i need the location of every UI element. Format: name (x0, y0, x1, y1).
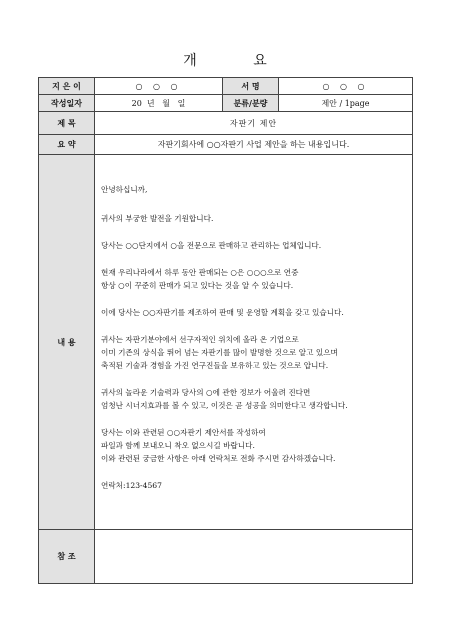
document-title: 개 요 (183, 53, 293, 69)
category-label: 분류/분량 (223, 95, 279, 112)
reference-label: 참 조 (39, 530, 95, 584)
paragraph-recipient: 귀사는 자판기분야에서 선구자적인 위치에 올라 온 기업으로 이미 기존의 상식을 뛰어 넘는 자판기를 많이 발명한 것으로 알고 있으며 축적된 기술과 경험을 가진 연구진들을 보유하고 있는 것으로 압니다. (101, 335, 338, 370)
summary-label: 요 약 (39, 135, 95, 155)
subject-field[interactable]: 자판기 제안 (95, 112, 413, 135)
signature-label: 서 명 (223, 78, 279, 95)
paragraph-wishes: 귀사의 부궁한 발전을 기원합니다. (101, 214, 214, 223)
paragraph-proposal: 당사는 이와 관련된 ○○자판기 제안서를 작성하여 파일과 함께 보내오니 착오 없으시길 바랍니다. 이와 관련된 궁금한 사항은 아래 연락처로 전화 주시면 감사하겠습니다. (101, 428, 336, 463)
subject-label: 제 목 (39, 112, 95, 135)
paragraph-market: 현재 우리나라에서 하루 동안 판매되는 ○은 ○○○으로 연중 항상 ○이 꾸준히 판매가 되고 있다는 것을 알 수 있습니다. (101, 268, 299, 290)
paragraph-contact: 연락처:123-4567 (101, 481, 162, 490)
signature-field[interactable]: ○ ○ ○ (279, 78, 413, 95)
paragraph-company-intro: 당사는 ○○단지에서 ○을 전문으로 판매하고 관리하는 업체입니다. (101, 241, 322, 250)
overview-form (38, 77, 413, 584)
author-field[interactable]: ○ ○ ○ (95, 78, 223, 95)
paragraph-plan: 이에 당사는 ○○자판기를 제조하여 판매 및 운영할 계획을 갖고 있습니다. (101, 308, 344, 317)
category-field[interactable]: 제안 / 1page (279, 95, 413, 112)
date-label: 작성일자 (39, 95, 95, 112)
paragraph-synergy: 귀사의 놀라운 기술력과 당사의 ○에 관한 정보가 어울려 진다면 엄청난 시너지효과를 볼 수 있고, 이것은 곧 성공을 의미한다고 생각합니다. (101, 388, 348, 410)
content-label: 내 용 (39, 155, 95, 530)
content-body[interactable] (95, 155, 413, 530)
reference-field[interactable] (95, 530, 413, 584)
date-field[interactable]: 20 년 월 일 (95, 95, 223, 112)
author-label: 지 은 이 (39, 78, 95, 95)
summary-field[interactable]: 자판기회사에 ○○자판기 사업 제안을 하는 내용입니다. (95, 135, 413, 155)
paragraph-greeting: 안녕하십니까, (101, 185, 148, 194)
